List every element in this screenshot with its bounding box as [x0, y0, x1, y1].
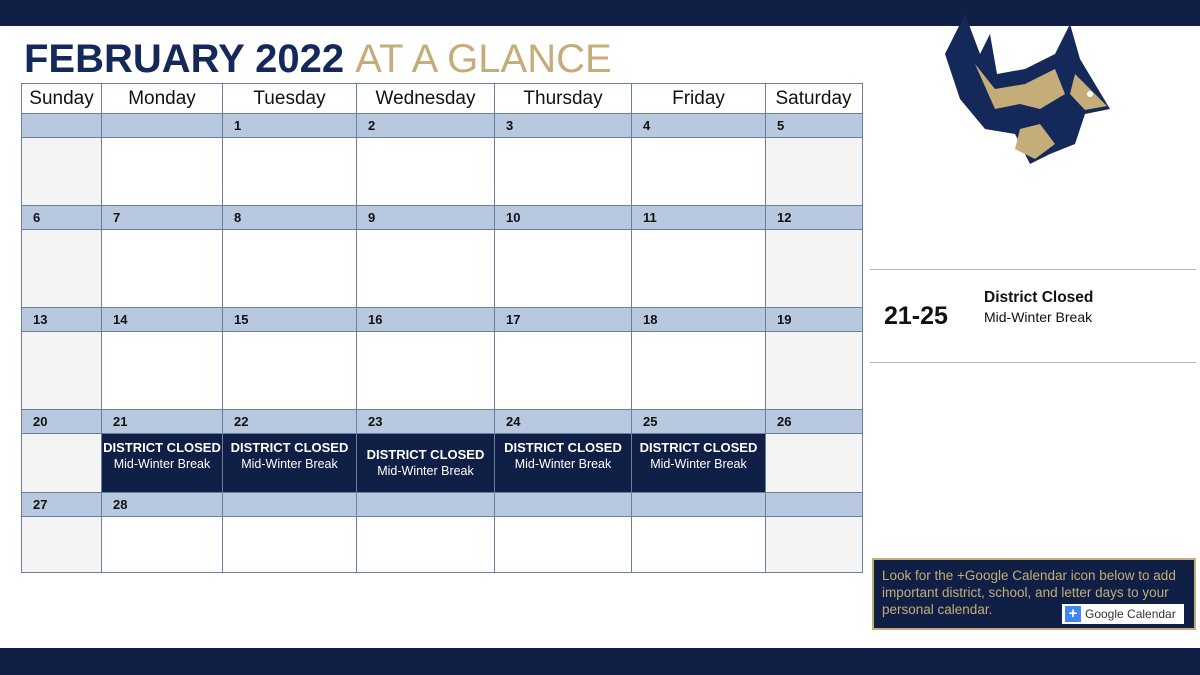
day-cell[interactable]: [102, 230, 223, 307]
weekday-header: Wednesday: [357, 84, 495, 114]
column-divider: [222, 113, 223, 138]
event-district-closed[interactable]: [102, 434, 223, 492]
day-number: 6: [33, 210, 41, 225]
day-cell[interactable]: [357, 517, 495, 572]
event-title: District Closed: [984, 289, 1094, 306]
weekday-header: Monday: [102, 84, 223, 114]
column-divider: [101, 205, 102, 230]
day-number: 13: [33, 312, 48, 327]
weekday-header: Tuesday: [223, 84, 357, 114]
column-divider: [631, 205, 632, 230]
eagle-mascot-logo: [935, 14, 1115, 174]
event-title: DISTRICT CLOSED: [103, 440, 221, 455]
column-divider: [356, 409, 357, 434]
column-divider: [765, 409, 766, 434]
column-divider: [631, 409, 632, 434]
column-divider: [222, 409, 223, 434]
day-cell[interactable]: [22, 517, 102, 572]
day-number: 16: [368, 312, 383, 327]
day-cell[interactable]: [22, 138, 102, 207]
day-number: 28: [113, 497, 128, 512]
divider: [870, 362, 1196, 363]
column-divider: [356, 307, 357, 332]
event-district-closed[interactable]: [357, 434, 495, 492]
day-number: 19: [777, 312, 792, 327]
day-cell[interactable]: [495, 138, 632, 207]
day-number: 14: [113, 312, 128, 327]
day-number: 20: [33, 414, 48, 429]
day-number: 8: [234, 210, 242, 225]
day-number: 12: [777, 210, 792, 225]
day-cell[interactable]: [632, 230, 766, 307]
day-cell[interactable]: [22, 434, 102, 492]
day-cell[interactable]: [102, 332, 223, 409]
date-row-bar: [22, 113, 862, 138]
column-divider: [765, 113, 766, 138]
column-divider: [101, 492, 102, 517]
title-month: FEBRUARY 2022: [24, 37, 345, 81]
calendar-grid: [21, 83, 863, 573]
weekday-header: Thursday: [495, 84, 632, 114]
day-cell[interactable]: [632, 332, 766, 409]
weekday-header: Sunday: [22, 84, 102, 114]
day-number: 21: [113, 414, 128, 429]
day-number: 17: [506, 312, 521, 327]
day-cell[interactable]: [632, 138, 766, 207]
day-number: 15: [234, 312, 249, 327]
day-cell[interactable]: [495, 517, 632, 572]
event-subtitle: Mid-Winter Break: [113, 457, 211, 471]
column-divider: [631, 113, 632, 138]
column-divider: [356, 492, 357, 517]
date-row-bar: [22, 205, 862, 230]
day-cell[interactable]: [766, 517, 862, 572]
google-calendar-label: Google Calendar: [1085, 606, 1176, 621]
column-divider: [494, 492, 495, 517]
day-number: 9: [368, 210, 376, 225]
column-divider: [101, 113, 102, 138]
day-number: 4: [643, 118, 651, 133]
event-district-closed[interactable]: [223, 434, 357, 492]
day-number: 10: [506, 210, 521, 225]
day-cell[interactable]: [766, 332, 862, 409]
column-divider: [494, 409, 495, 434]
column-divider: [356, 113, 357, 138]
day-cell[interactable]: [495, 332, 632, 409]
day-number: 26: [777, 414, 792, 429]
event-title: DISTRICT CLOSED: [639, 440, 758, 455]
event-subtitle: Mid-Winter Break: [377, 464, 474, 478]
column-divider: [494, 205, 495, 230]
event-district-closed[interactable]: [632, 434, 766, 492]
event-date-range: 21-25: [884, 302, 948, 330]
title-accent: AT A GLANCE: [355, 37, 612, 81]
day-cell[interactable]: [766, 434, 862, 492]
day-cell[interactable]: [357, 138, 495, 207]
bottom-banner: [0, 648, 1200, 675]
column-divider: [494, 307, 495, 332]
weekday-header: Saturday: [766, 84, 861, 114]
day-number: 5: [777, 118, 785, 133]
column-divider: [101, 409, 102, 434]
column-divider: [765, 205, 766, 230]
weekday-header: Friday: [632, 84, 766, 114]
date-row-bar: [22, 409, 862, 434]
divider: [870, 269, 1196, 270]
day-number: 23: [368, 414, 383, 429]
day-number: 25: [643, 414, 658, 429]
day-number: 18: [643, 312, 658, 327]
event-title: DISTRICT CLOSED: [504, 440, 622, 455]
day-number: 24: [506, 414, 521, 429]
day-number: 1: [234, 118, 242, 133]
date-row-bar: [22, 492, 862, 517]
column-divider: [631, 307, 632, 332]
day-cell[interactable]: [357, 332, 495, 409]
day-cell[interactable]: [223, 138, 357, 207]
google-calendar-button[interactable]: [1062, 604, 1184, 624]
event-title: DISTRICT CLOSED: [366, 447, 485, 462]
event-subtitle: Mid-Winter Break: [241, 457, 338, 471]
day-cell[interactable]: [766, 230, 862, 307]
day-cell[interactable]: [22, 230, 102, 307]
day-number: 3: [506, 118, 514, 133]
plus-icon: +: [1065, 606, 1081, 622]
day-cell[interactable]: [102, 138, 223, 207]
day-number: 11: [643, 210, 657, 225]
event-district-closed[interactable]: [495, 434, 632, 492]
column-divider: [222, 492, 223, 517]
column-divider: [222, 307, 223, 332]
day-cell[interactable]: [632, 517, 766, 572]
column-divider: [631, 492, 632, 517]
day-cell[interactable]: [495, 230, 632, 307]
column-divider: [765, 492, 766, 517]
day-cell[interactable]: [223, 332, 357, 409]
event-subtitle: Mid-Winter Break: [514, 457, 612, 471]
day-number: 7: [113, 210, 121, 225]
day-cell[interactable]: [223, 230, 357, 307]
column-divider: [494, 113, 495, 138]
column-divider: [765, 307, 766, 332]
column-divider: [101, 307, 102, 332]
day-number: 27: [33, 497, 48, 512]
day-cell[interactable]: [357, 230, 495, 307]
event-title: DISTRICT CLOSED: [230, 440, 349, 455]
page-title: [24, 36, 612, 82]
day-cell[interactable]: [766, 138, 862, 207]
google-note-text: Look for the +Google Calendar icon below to add important district, school, and letter days to your personal calendar.: [882, 568, 1176, 617]
day-cell[interactable]: [223, 517, 357, 572]
day-number: 2: [368, 118, 376, 133]
day-cell[interactable]: [22, 332, 102, 409]
google-calendar-note: [872, 558, 1196, 630]
column-divider: [356, 205, 357, 230]
day-cell[interactable]: [102, 517, 223, 572]
date-row-bar: [22, 307, 862, 332]
event-subtitle: Mid-Winter Break: [650, 457, 747, 471]
day-number: 22: [234, 414, 249, 429]
column-divider: [222, 205, 223, 230]
event-subtitle: Mid-Winter Break: [984, 309, 1093, 325]
